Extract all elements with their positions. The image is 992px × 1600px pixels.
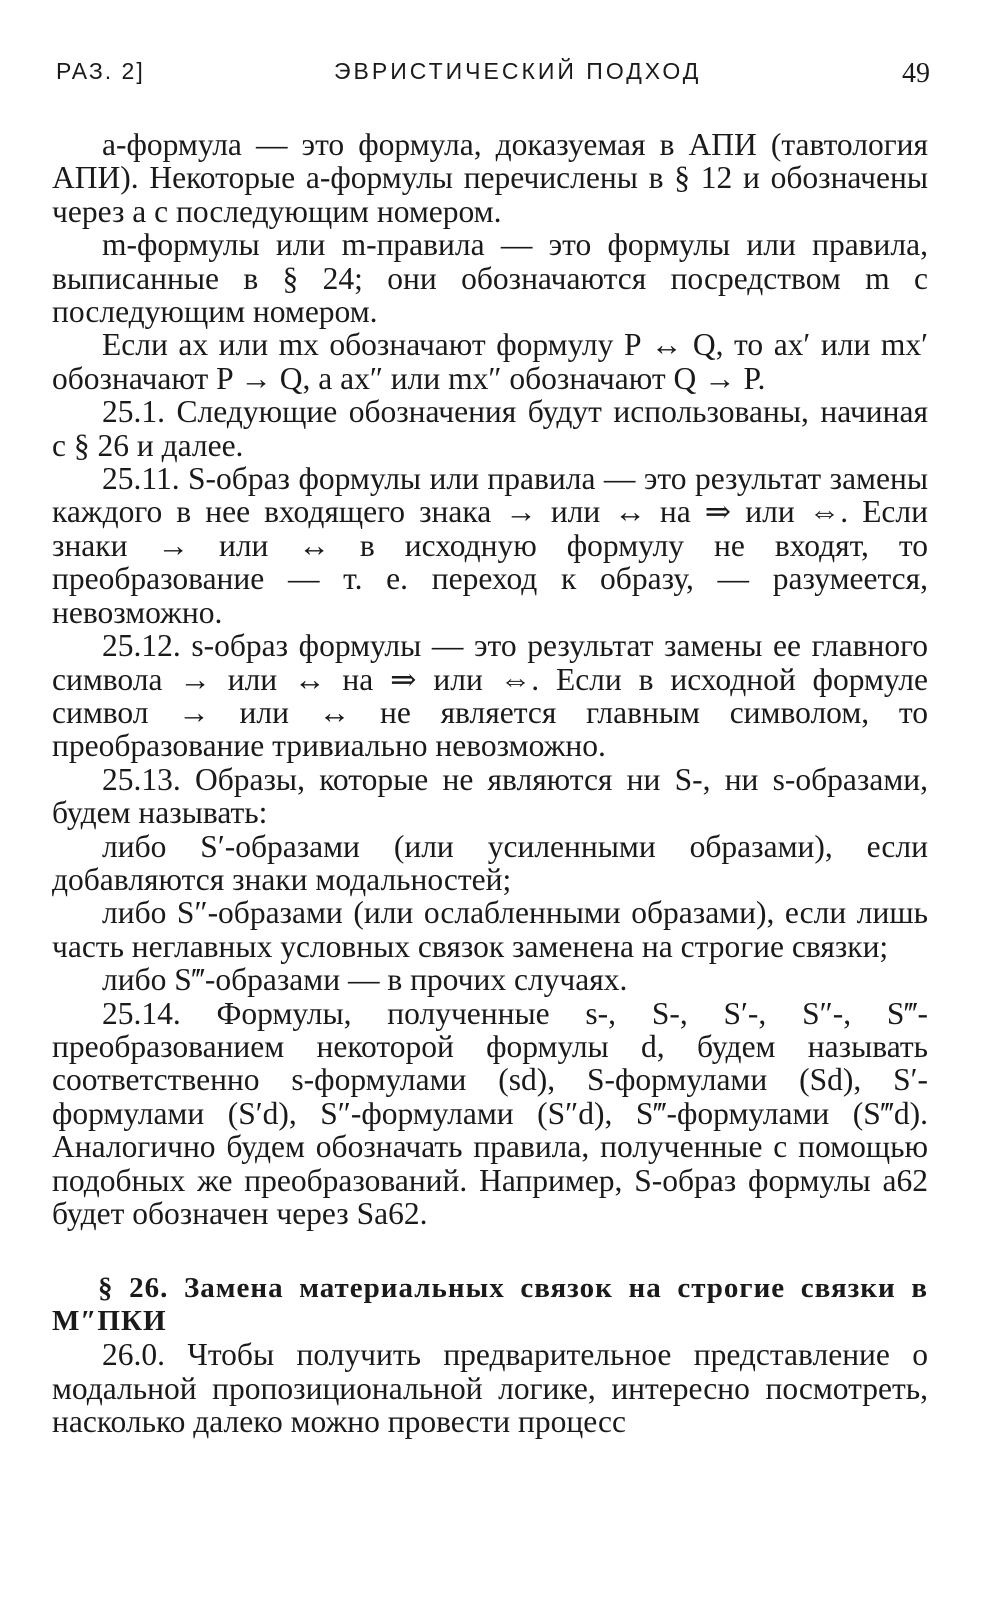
- paragraph-s-triple-prime: либо S‴-образами — в прочих случаях.: [102, 962, 628, 998]
- paragraph-25-14: 25.14. Формулы, полученные s-, S-, S′-, S″-, S‴-преобразованием некоторой формулы d, будем называть соответственно s-формулами (sd), S-формулами (Sd), S′-формулами (S′d), S″-формулами (S″d), S‴-формулами (S‴d). Аналогично будем обозначать правила, полученные с помощью подобных же преобразований. Например, S-образ формулы a62 будет обозначен через Sa62.: [52, 995, 928, 1231]
- running-title: ЭВРИСТИЧЕСКИЙ ПОДХОД: [334, 58, 702, 84]
- paragraph-26-0: 26.0. Чтобы получить предварительное представление о модальной пропозициональной логике, интересно посмотреть, насколько далеко можно провести процесс: [52, 1337, 928, 1440]
- paragraph-s-prime: либо S′-образами (или усиленными образами), если добавляются знаки модальностей;: [52, 828, 928, 897]
- paragraph-25-13: 25.13. Образы, которые не являются ни S-, ни s-образами, будем называть:: [52, 761, 928, 831]
- running-header: [56, 58, 930, 94]
- paragraph-a-formula: a-формула — это формула, доказуемая в АПИ (тавтология АПИ). Некоторые a-формулы перечислены в § 12 и обозначены через a с последующим номером.: [52, 127, 928, 229]
- section-heading: § 26. Замена материальных связок на строгие связки в M″ПКИ: [52, 1272, 928, 1338]
- paragraph-ax-mx: Если ax или mx обозначают формулу P ↔ Q, то ax′ или mx′ обозначают P → Q, а ax″ или mx″ обозначают Q → P.: [52, 327, 928, 396]
- page-number: 49: [902, 58, 930, 89]
- paragraph-25-12: 25.12. s-образ формулы — это результат замены ее главного символа → или ↔ на ⇒ или ⇔. Если в исходной формуле символ → или ↔ не является главным символом, то преобразование тривиально невозможно.: [52, 628, 928, 764]
- page-body: [52, 128, 928, 1439]
- paragraph-s-double-prime: либо S″-образами (или ослабленными образами), если лишь часть неглавных условных связок заменена на строгие связки;: [52, 895, 928, 964]
- section-marker: РАЗ. 2]: [56, 58, 145, 84]
- paragraph-25-1: 25.1. Следующие обозначения будут использованы, начиная с § 26 и далее.: [52, 394, 928, 463]
- paragraph-25-11: 25.11. S-образ формулы или правила — это результат замены каждого в нее входящего знака → или ↔ на ⇒ или ⇔. Если знаки → или ↔ в исходную формулу не входят, то преобразование — т. е. переход к образу, — разумеется, невозможно.: [52, 461, 928, 630]
- paragraph-m-formula: m-формулы или m-правила — это формулы или правила, выписанные в § 24; они обозначаются посредством m с последующим номером.: [52, 227, 928, 330]
